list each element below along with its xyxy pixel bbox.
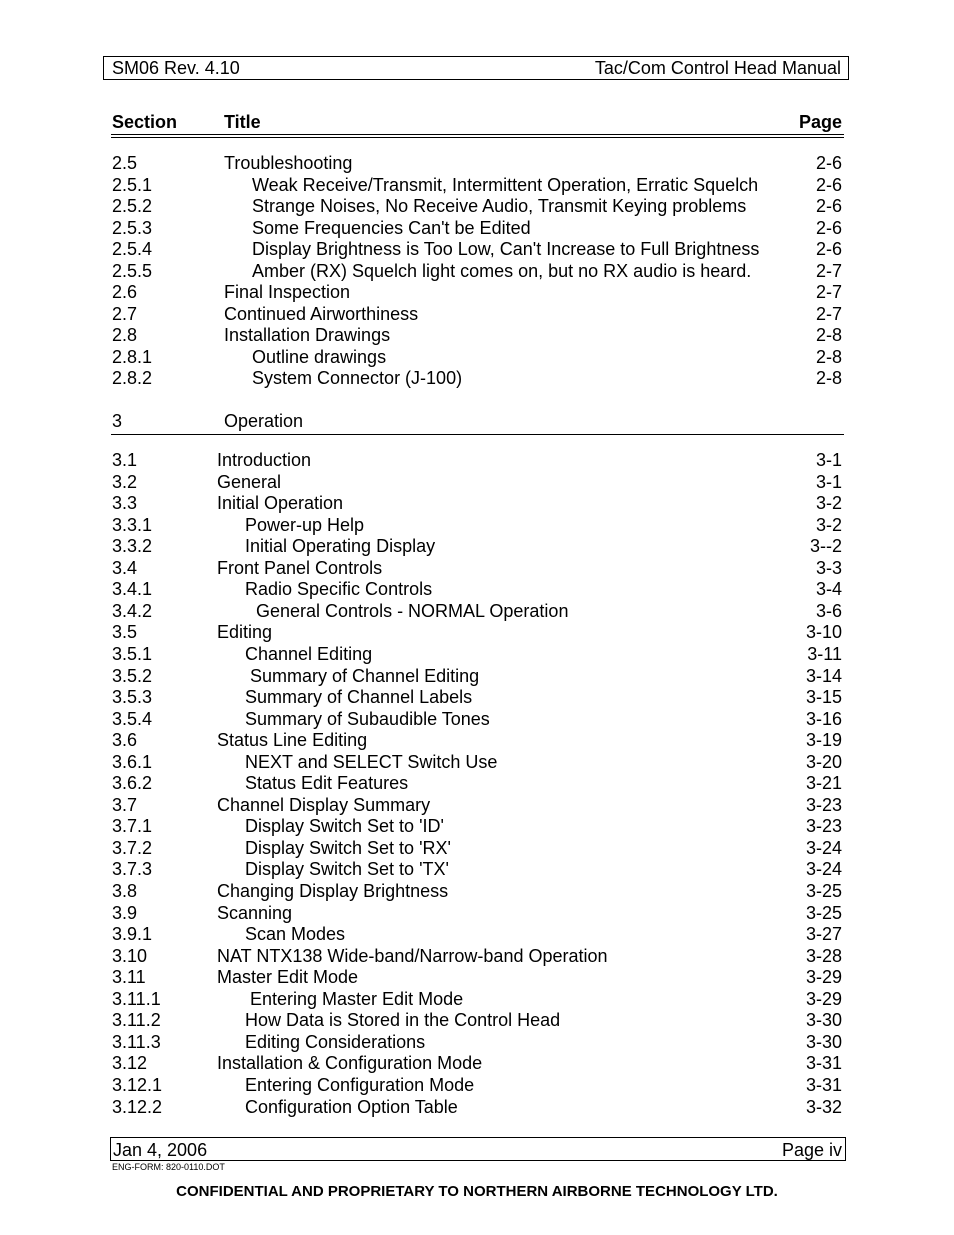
section-number: 3.4.2 xyxy=(112,600,153,621)
toc-entry xyxy=(0,1010,954,1032)
section-title: Scan Modes xyxy=(245,924,346,945)
page-number: 3-2 xyxy=(815,493,842,514)
section-number: 2.5.5 xyxy=(112,260,153,281)
page-number: 3-24 xyxy=(805,859,842,880)
chapter-heading xyxy=(0,411,954,433)
page-number: 3-30 xyxy=(805,1010,842,1031)
page-number: 3-10 xyxy=(805,622,842,643)
section-title: Outline drawings xyxy=(252,346,387,367)
section-number: 3.9 xyxy=(112,902,138,923)
toc-entry xyxy=(0,989,954,1011)
toc-entry xyxy=(0,493,954,515)
toc-entry xyxy=(0,282,954,304)
toc-entry xyxy=(0,175,954,197)
section-number: 3.1 xyxy=(112,450,138,470)
page-number: 3-30 xyxy=(805,1031,842,1052)
page-number: 3-29 xyxy=(805,988,842,1009)
toc-entry xyxy=(0,304,954,326)
toc-entry xyxy=(0,239,954,261)
page-number: 3-29 xyxy=(805,967,842,988)
section-number: 3.11.1 xyxy=(112,988,161,1009)
section-number: 3.12 xyxy=(112,1053,148,1074)
column-title-heading: Title xyxy=(224,112,261,132)
section-title: System Connector (J-100) xyxy=(252,368,463,388)
page-number: 3-23 xyxy=(805,794,842,815)
section-title: Display Switch Set to 'ID' xyxy=(245,816,444,837)
page-number: 3-19 xyxy=(805,730,842,751)
toc-entry xyxy=(0,752,954,774)
section-number: 3.2 xyxy=(112,471,138,492)
footer-date: Jan 4, 2006 xyxy=(113,1140,208,1160)
section-number: 2.5.1 xyxy=(112,174,153,195)
page-number: 3-11 xyxy=(807,643,842,664)
page-number: 2-6 xyxy=(815,239,842,259)
toc-entry xyxy=(0,773,954,795)
section-title: Display Switch Set to 'RX' xyxy=(245,837,451,858)
toc-entry xyxy=(0,579,954,601)
section-title: NEXT and SELECT Switch Use xyxy=(245,751,498,772)
section-number: 3.12.1 xyxy=(112,1074,163,1095)
toc-entry xyxy=(0,967,954,989)
section-number: 3.7.3 xyxy=(112,859,153,880)
section-number: 3.6.2 xyxy=(112,773,153,794)
section-title: Continued Airworthiness xyxy=(224,303,419,324)
chapter-title: Operation xyxy=(224,411,304,431)
toc-entry xyxy=(0,153,954,175)
toc-entry xyxy=(0,601,954,623)
page-number: 3-14 xyxy=(805,665,842,686)
section-title: Summary of Channel Labels xyxy=(245,687,473,708)
section-number: 2.8.2 xyxy=(112,368,153,388)
page-number: 2-8 xyxy=(815,368,842,388)
section-title: Status Line Editing xyxy=(217,730,368,751)
section-number: 3.3.1 xyxy=(112,514,153,535)
page-number: 3-16 xyxy=(805,708,842,729)
footer-page-number: Page iv xyxy=(781,1140,842,1160)
section-title: Final Inspection xyxy=(224,282,351,302)
page-number: 2-8 xyxy=(815,325,842,345)
toc-entry xyxy=(0,709,954,731)
toc-entry xyxy=(0,368,954,390)
page-number: 2-8 xyxy=(815,346,842,367)
page-footer xyxy=(110,1137,846,1161)
page-number: 3-1 xyxy=(815,450,842,470)
section-number: 2.8.1 xyxy=(112,346,153,367)
toc-entry xyxy=(0,261,954,283)
section-number: 3.5.2 xyxy=(112,665,153,686)
section-title: Installation & Configuration Mode xyxy=(217,1053,483,1074)
section-number: 2.8 xyxy=(112,325,138,345)
toc-entry xyxy=(0,881,954,903)
section-number: 2.5.2 xyxy=(112,196,153,216)
toc-entry xyxy=(0,924,954,946)
section-number: 3.7 xyxy=(112,794,138,815)
section-number: 3.5 xyxy=(112,622,138,643)
section-number: 3.6.1 xyxy=(112,751,153,772)
section-title: Strange Noises, No Receive Audio, Transmit Keying problems xyxy=(252,196,747,216)
chapter-rule xyxy=(111,434,844,435)
page-number: 3-24 xyxy=(805,837,842,858)
toc-entry xyxy=(0,1032,954,1054)
section-title: Channel Editing xyxy=(245,643,373,664)
section-title: Front Panel Controls xyxy=(217,557,383,578)
page-number: 3-28 xyxy=(805,945,842,966)
section-title: Status Edit Features xyxy=(245,773,409,794)
section-title: Channel Display Summary xyxy=(217,794,431,815)
toc-entry xyxy=(0,946,954,968)
section-number: 3.9.1 xyxy=(112,924,153,945)
page-number: 2-6 xyxy=(815,196,842,216)
header-doc-title: Tac/Com Control Head Manual xyxy=(594,58,841,78)
heading-rule-bottom xyxy=(111,137,844,138)
page-number: 3-31 xyxy=(805,1053,842,1074)
page-number: 2-6 xyxy=(815,153,842,173)
section-number: 2.5 xyxy=(112,153,138,173)
confidential-notice: CONFIDENTIAL AND PROPRIETARY TO NORTHERN AIRBORNE TECHNOLOGY LTD. xyxy=(176,1183,778,1200)
page-number: 3-15 xyxy=(805,687,842,708)
section-title: How Data is Stored in the Control Head xyxy=(245,1010,561,1031)
section-title: Amber (RX) Squelch light comes on, but no RX audio is heard. xyxy=(252,260,752,281)
section-title: Editing xyxy=(217,622,273,643)
toc-entry xyxy=(0,218,954,240)
chapter-number: 3 xyxy=(112,411,123,431)
section-number: 3.7.2 xyxy=(112,837,153,858)
section-title: Radio Specific Controls xyxy=(245,579,433,600)
toc-entry xyxy=(0,666,954,688)
section-title: Initial Operation xyxy=(217,493,344,514)
section-title: Entering Master Edit Mode xyxy=(250,988,464,1009)
page-number: 3-6 xyxy=(815,600,842,621)
page-number: 3-1 xyxy=(815,471,842,492)
section-number: 2.7 xyxy=(112,303,138,324)
toc-entry xyxy=(0,730,954,752)
section-title: Troubleshooting xyxy=(224,153,353,173)
page-number: 3-25 xyxy=(805,902,842,923)
page-number: 3-23 xyxy=(805,816,842,837)
page-number: 3-25 xyxy=(805,881,842,901)
section-number: 3.4.1 xyxy=(112,579,153,600)
section-number: 3.3.2 xyxy=(112,536,153,557)
section-title: Summary of Subaudible Tones xyxy=(245,708,490,729)
section-number: 3.12.2 xyxy=(112,1096,163,1117)
page-number: 3-21 xyxy=(805,773,842,794)
toc-entry xyxy=(0,859,954,881)
section-title: Changing Display Brightness xyxy=(217,881,449,901)
toc-entry xyxy=(0,450,954,472)
section-number: 2.6 xyxy=(112,282,138,302)
toc-entry xyxy=(0,472,954,494)
section-number: 2.5.4 xyxy=(112,239,153,259)
section-title: Editing Considerations xyxy=(245,1031,426,1052)
toc-entry xyxy=(0,795,954,817)
page-number: 3--2 xyxy=(809,536,842,557)
page-number: 2-7 xyxy=(815,260,842,281)
section-title: Introduction xyxy=(217,450,312,470)
toc-entry xyxy=(0,644,954,666)
toc-entry xyxy=(0,196,954,218)
page-number: 3-2 xyxy=(815,514,842,535)
page-number: 3-32 xyxy=(805,1096,842,1117)
page-number: 2-7 xyxy=(815,282,842,302)
section-number: 3.5.3 xyxy=(112,687,153,708)
section-number: 3.11.2 xyxy=(112,1010,161,1031)
toc-entry xyxy=(0,325,954,347)
section-number: 3.5.4 xyxy=(112,708,153,729)
section-title: General Controls - NORMAL Operation xyxy=(256,600,569,621)
section-title: Summary of Channel Editing xyxy=(250,665,480,686)
page-number: 2-6 xyxy=(815,174,842,195)
section-title: Some Frequencies Can't be Edited xyxy=(252,217,531,238)
section-title: NAT NTX138 Wide-band/Narrow-band Operation xyxy=(217,945,608,966)
section-title: Entering Configuration Mode xyxy=(245,1074,475,1095)
section-title: Initial Operating Display xyxy=(245,536,436,557)
page-number: 2-7 xyxy=(815,303,842,324)
toc-entry xyxy=(0,687,954,709)
toc-entry xyxy=(0,838,954,860)
section-number: 2.5.3 xyxy=(112,217,153,238)
page-number: 3-31 xyxy=(805,1074,842,1095)
section-number: 3.11 xyxy=(112,967,146,988)
toc-entry xyxy=(0,515,954,537)
section-title: Display Brightness is Too Low, Can't Increase to Full Brightness xyxy=(252,239,760,259)
section-title: Display Switch Set to 'TX' xyxy=(245,859,449,880)
heading-rule-top xyxy=(111,134,844,135)
section-number: 3.6 xyxy=(112,730,138,751)
page-number: 3-3 xyxy=(815,557,842,578)
form-id: ENG-FORM: 820-0110.DOT xyxy=(112,1162,225,1172)
section-title: General xyxy=(217,471,282,492)
section-number: 3.11.3 xyxy=(112,1031,161,1052)
header-doc-id: SM06 Rev. 4.10 xyxy=(112,58,240,78)
toc-entry xyxy=(0,347,954,369)
toc-entry xyxy=(0,816,954,838)
section-number: 3.8 xyxy=(112,881,138,901)
section-number: 3.10 xyxy=(112,945,148,966)
toc-entry xyxy=(0,558,954,580)
toc-entry xyxy=(0,1097,954,1119)
toc-entry xyxy=(0,536,954,558)
toc-entry xyxy=(0,1075,954,1097)
toc-entry xyxy=(0,1053,954,1075)
page-number: 2-6 xyxy=(815,217,842,238)
section-number: 3.5.1 xyxy=(112,643,153,664)
page-header xyxy=(103,56,849,80)
section-title: Configuration Option Table xyxy=(245,1096,458,1117)
section-number: 3.3 xyxy=(112,493,138,514)
section-title: Power-up Help xyxy=(245,514,365,535)
section-title: Master Edit Mode xyxy=(217,967,359,988)
toc-entry xyxy=(0,903,954,925)
column-section-heading: Section xyxy=(112,112,178,132)
section-number: 3.7.1 xyxy=(112,816,153,837)
section-number: 3.4 xyxy=(112,557,138,578)
page-number: 3-20 xyxy=(805,751,842,772)
section-title: Installation Drawings xyxy=(224,325,391,345)
section-title: Weak Receive/Transmit, Intermittent Operation, Erratic Squelch xyxy=(252,174,759,195)
section-title: Scanning xyxy=(217,902,293,923)
column-page-heading: Page xyxy=(798,112,842,132)
page-number: 3-4 xyxy=(815,579,842,600)
toc-entry xyxy=(0,622,954,644)
page-number: 3-27 xyxy=(805,924,842,945)
